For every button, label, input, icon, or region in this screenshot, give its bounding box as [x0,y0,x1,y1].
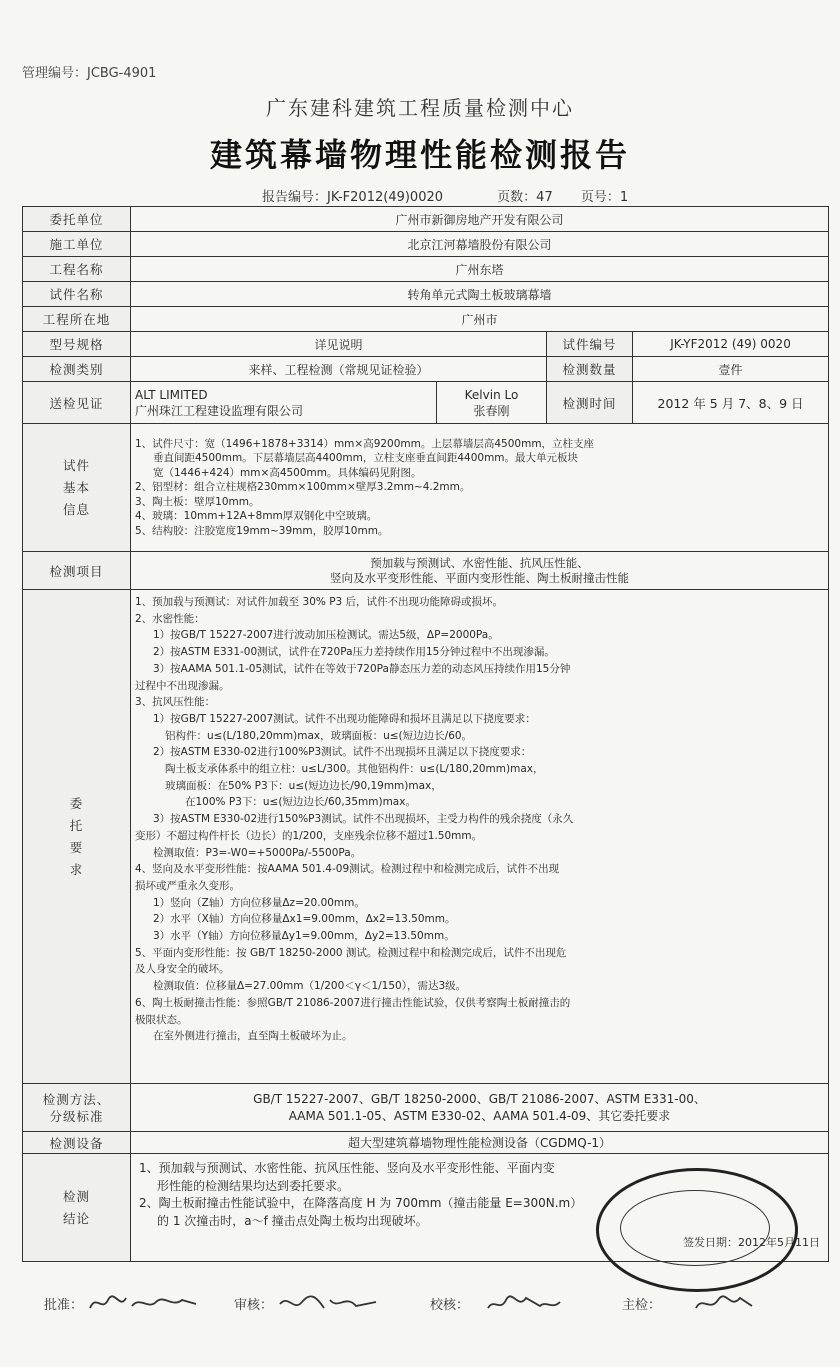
client-label: 委托单位 [23,207,131,232]
requirement-line: 3）按ASTM E330-02进行150%P3测试。试件不出现损坏，主受力构件的残余挠度（永久 [153,813,574,826]
requirement-line: 2）按ASTM E331-00测试，试件在720Pa压力差持续作用15分钟过程中不出现渗漏。 [153,646,555,659]
reviewer-label: 审核： [234,1298,274,1313]
requirement-line: 损坏或严重永久变形。 [135,879,240,892]
method-content [131,1084,829,1132]
approver-label: 批准： [44,1298,84,1313]
report-meta [262,186,638,205]
conclusion-line: 2、陶土板耐撞击性能试验中，在降落高度 H 为 700mm（撞击能量 E=300N.m） [139,1196,583,1210]
requirement-line: 1）按GB/T 15227-2007测试。试件不出现功能障碍和损坏且满足以下挠度要求： [153,712,536,725]
requirement-line: 1）按GB/T 15227-2007进行波动加压检测试。需达5级，ΔP=2000Pa。 [153,629,499,642]
location-value: 广州市 [131,307,829,332]
conclusion-label-line: 结论 [62,1210,90,1226]
requirement-line: 3、抗风压性能： [135,696,216,709]
page-number: 页号：1 [580,190,629,205]
basic-info-line: 垂直间距4500mm。下层幕墙层高4400mm，立柱支座垂直间距4400mm。最大单元板块 [153,452,579,465]
requirement-line: 5、平面内变形性能：按 GB/T 18250-2000 测试。检测过程中和检测完成后，试件不出现危 [135,946,567,959]
project-value: 广州东塔 [131,257,829,282]
requirements-lines [135,594,824,1045]
quantity-label: 检测数量 [547,357,633,382]
requirement-line: 1）竖向（Z轴）方向位移量Δz=20.00mm。 [153,896,365,909]
basic-info-line: 4、玻璃：10mm+12A+8mm厚双钢化中空玻璃。 [135,510,378,523]
method-label [23,1084,131,1132]
checker-signature [484,1292,564,1316]
inspection-stamp-inner [620,1190,770,1266]
inspector-signature [690,1290,760,1318]
test-type-value: 来样、工程检测（常规见证检验） [131,357,547,382]
organization-name: 广东建科建筑工程质量检测中心 [266,96,574,120]
requirement-line: 极限状态。 [135,1013,188,1026]
basic-label-char: 件 [76,457,91,473]
sample-number-value: JK-YF2012 (49) 0020 [633,332,829,357]
basic-info-content [131,424,829,552]
witness-orgs [131,382,437,424]
model-label: 型号规格 [23,332,131,357]
conclusion-line: 1、预加载与预测试、水密性能、抗风压性能、竖向及水平变形性能、平面内变 [139,1161,555,1175]
builder-label: 施工单位 [23,232,131,257]
sample-number-label: 试件编号 [547,332,633,357]
witness-label: 送检见证 [23,382,131,424]
requirement-line: 2）按ASTM E330-02进行100%P3测试。试件不出现损坏且满足以下挠度要求： [153,746,532,759]
model-value: 详见说明 [131,332,547,357]
issue-date: 签发日期：2012年5月11日 [683,1236,821,1249]
basic-info-line: 3、陶土板：壁厚10mm。 [135,495,260,508]
test-type-label: 检测类别 [23,357,131,382]
requirement-line: 变形）不超过构件杆长（边长）的1/200，支座残余位移不超过1.50mm。 [135,829,483,842]
req-label-char: 托 [69,817,84,833]
witness-name-1: Kelvin Lo [464,387,519,402]
requirement-line: 及人身安全的破坏。 [135,963,230,976]
basic-info-label [23,424,131,552]
management-number: 管理编号：JCBG-4901 [22,66,157,81]
conclusion-line: 的 1 次撞击时，a～f 撞击点处陶土板均出现破坏。 [157,1213,428,1228]
requirements-label [23,590,131,1084]
equipment-value: 超大型建筑幕墙物理性能检测设备（CGDMQ-1） [131,1132,829,1154]
witness-org-1: ALT LIMITED [135,387,208,402]
basic-label-char: 试 [62,457,77,473]
report-title: 建筑幕墙物理性能检测报告 [209,136,630,174]
test-items-line: 预加载与预测试、水密性能、抗风压性能、 [370,555,589,570]
equipment-label: 检测设备 [23,1132,131,1154]
test-items-content [131,552,829,590]
basic-info-line: 1、试件尺寸：宽（1496+1878+3314）mm×高9200mm。上层幕墙层高4500mm，立柱支座 [135,437,595,450]
requirement-line: 在100% P3下：u≤(短边边长/60,35mm)max。 [185,796,416,809]
sample-label: 试件名称 [23,282,131,307]
requirement-line: 3）按AAMA 501.1-05测试，试件在等效于720Pa静态压力差的动态风压持续作用15分钟 [153,662,571,675]
conclusion-line: 形性能的检测结果均达到委托要求。 [157,1178,350,1193]
page-count: 页数：47 [497,190,553,205]
requirement-line: 玻璃面板：在50% P3下：u≤(短边边长/90,19mm)max， [165,779,442,792]
method-label-line: 分级标准 [49,1108,104,1124]
basic-info-line: 2、铝型材：组合立柱规格230mm×100mm×壁厚3.2mm~4.2mm。 [135,481,471,494]
requirement-line: 1、预加载与预测试：对试件加载至 30% P3 后，试件不出现功能障碍或损坏。 [135,596,504,608]
basic-label-char: 息 [76,501,91,517]
basic-info-line: 5、结构胶：注胶宽度19mm~39mm，胶厚10mm。 [135,524,389,537]
conclusion-label-line: 检测 [62,1188,90,1204]
requirement-line: 2、水密性能： [135,612,205,625]
approver-signature [86,1290,206,1316]
conclusion-label [23,1154,131,1262]
witness-names [437,382,547,424]
test-items-label: 检测项目 [23,552,131,590]
basic-label-char: 基 [62,479,77,495]
checker-label: 校核： [430,1298,470,1313]
basic-label-char: 信 [62,501,77,517]
report-number: 报告编号：JK-F2012(49)0020 [262,190,444,205]
sample-value: 转角单元式陶土板玻璃幕墙 [131,282,829,307]
witness-org-2: 广州珠江工程建设监理有限公司 [135,403,304,418]
requirement-line: 检测取值：P3=-W0=+5000Pa/-5500Pa。 [153,846,362,859]
test-time-value: 2012 年 5 月 7、8、9 日 [633,382,829,424]
reviewer-signature [276,1290,386,1316]
requirement-line: 3）水平（Y轴）方向位移量Δy1=9.00mm，Δy2=13.50mm。 [153,930,455,943]
req-label-char: 要 [69,839,84,855]
requirement-line: 在室外侧进行撞击，直至陶土板破坏为止。 [153,1030,353,1043]
basic-info-line: 宽（1446+424）mm×高4500mm。具体编码见附图。 [153,466,422,479]
location-label: 工程所在地 [23,307,131,332]
basic-label-char: 本 [76,479,91,495]
requirement-line: 6、陶土板耐撞击性能：参照GB/T 21086-2007进行撞击性能试验，仅供考察陶土板耐撞击的 [135,996,571,1009]
req-label-char: 求 [69,861,84,877]
test-time-label: 检测时间 [547,382,633,424]
method-line: GB/T 15227-2007、GB/T 18250-2000、GB/T 21086-2007、ASTM E331-00、 [253,1091,706,1106]
requirement-line: 检测取值：位移量Δ=27.00mm（1/200＜γ＜1/150），需达3级。 [153,980,467,993]
quantity-value: 壹件 [633,357,829,382]
requirement-line: 过程中不出现渗漏。 [135,679,230,692]
witness-name-2: 张春刚 [473,403,510,418]
requirements-content [131,590,829,1084]
builder-value: 北京江河幕墙股份有限公司 [131,232,829,257]
requirement-line: 陶土板支承体系中的组立柱：u≤L/300。其他铝构件：u≤(L/180,20mm)max， [165,763,544,776]
inspector-label: 主检： [622,1298,662,1313]
report-table [22,206,829,1262]
req-label-char: 委 [69,795,84,811]
test-items-line: 竖向及水平变形性能、平面内变形性能、陶土板耐撞击性能 [330,570,630,585]
requirement-line: 4、竖向及水平变形性能：按AAMA 501.4-09测试。检测过程中和检测完成后，试件不出现 [135,863,560,876]
requirement-line: 铝构件：u≤(L/180,20mm)max，玻璃面板：u≤(短边边长/60。 [165,729,473,742]
requirement-line: 2）水平（X轴）方向位移量Δx1=9.00mm，Δx2=13.50mm。 [153,913,456,926]
method-label-line: 检测方法、 [42,1091,111,1107]
method-line: AAMA 501.1-05、ASTM E330-02、AAMA 501.4-09、其它委托要求 [288,1108,671,1123]
client-value: 广州市新御房地产开发有限公司 [131,207,829,232]
project-label: 工程名称 [23,257,131,282]
